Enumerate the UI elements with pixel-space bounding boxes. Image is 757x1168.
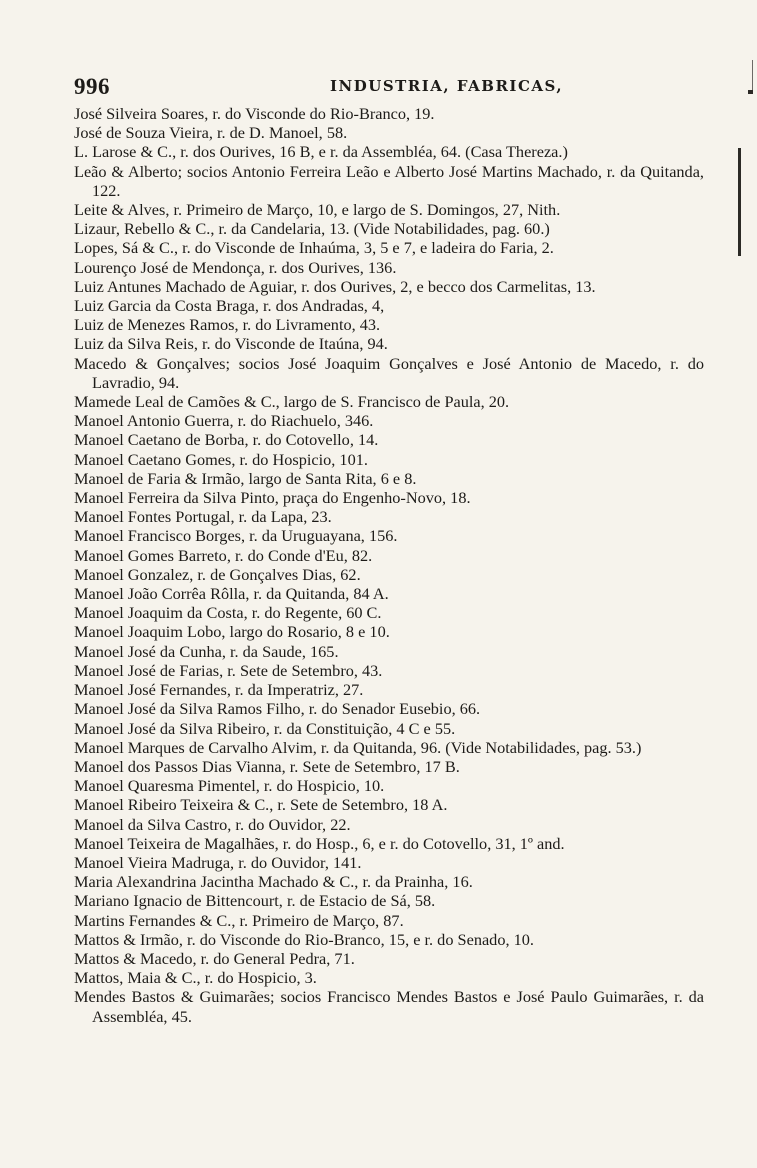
- list-item: Manoel Fontes Portugal, r. da Lapa, 23.: [74, 507, 332, 527]
- list-item: Mariano Ignacio de Bittencourt, r. de Estacio de Sá, 58.: [74, 891, 436, 911]
- list-item: Manoel Teixeira de Magalhães, r. do Hosp., 6, e r. do Cotovello, 31, 1º and.: [74, 833, 565, 853]
- list-item: Mendes Bastos & Guimarães; socios Francisco Mendes Bastos e José Paulo Guimarães, r. da Assembléa, 45.: [74, 987, 704, 1026]
- list-item: Manoel Antonio Guerra, r. do Riachuelo, 346.: [74, 411, 374, 431]
- list-item: Manoel Joaquim Lobo, largo do Rosario, 8 e 10.: [74, 622, 390, 642]
- page-number: 996: [74, 74, 110, 99]
- list-item: Leite & Alves, r. Primeiro de Março, 10, e largo de S. Domingos, 27, Nith.: [74, 200, 561, 220]
- list-item: Manoel José de Farias, r. Sete de Setembro, 43.: [74, 660, 383, 680]
- list-item: Luiz de Menezes Ramos, r. do Livramento, 43.: [74, 315, 381, 335]
- list-item: Leão & Alberto; socios Antonio Ferreira Leão e Alberto José Martins Machado, r. da Quitanda, 122.: [74, 161, 704, 200]
- list-item: Manoel Caetano Gomes, r. do Hospicio, 101.: [74, 449, 368, 469]
- list-item: Luiz da Silva Reis, r. do Visconde de Itaúna, 94.: [74, 334, 388, 354]
- list-item: Mamede Leal de Camões & C., largo de S. Francisco de Paula, 20.: [74, 392, 510, 412]
- list-item: Luiz Antunes Machado de Aguiar, r. dos Ourives, 2, e becco dos Carmelitas, 13.: [74, 276, 596, 296]
- list-item: Lourenço José de Mendonça, r. dos Ourives, 136.: [74, 257, 397, 277]
- list-item: L. Larose & C., r. dos Ourives, 16 B, e r. da Assembléa, 64. (Casa Thereza.): [74, 142, 568, 162]
- list-item: Lopes, Sá & C., r. do Visconde de Inhaúma, 3, 5 e 7, e ladeira do Faria, 2.: [74, 238, 554, 258]
- list-item: Manoel Ferreira da Silva Pinto, praça do Engenho-Novo, 18.: [74, 488, 471, 508]
- list-item: Manoel dos Passos Dias Vianna, r. Sete de Setembro, 17 B.: [74, 756, 460, 776]
- list-item: Manoel Joaquim da Costa, r. do Regente, 60 C.: [74, 603, 382, 623]
- page-header: [74, 74, 702, 100]
- list-item: Manoel Gomes Barreto, r. do Conde d'Eu, 82.: [74, 545, 373, 565]
- list-item: Manoel José da Silva Ramos Filho, r. do Senador Eusebio, 66.: [74, 699, 481, 719]
- list-item: Manoel José da Cunha, r. da Saude, 165.: [74, 641, 339, 661]
- list-item: Maria Alexandrina Jacintha Machado & C., r. da Prainha, 16.: [74, 872, 473, 892]
- list-item: Manoel Francisco Borges, r. da Uruguayana, 156.: [74, 526, 398, 546]
- list-item: Mattos & Irmão, r. do Visconde do Rio-Branco, 15, e r. do Senado, 10.: [74, 929, 534, 949]
- margin-rule: [738, 148, 741, 256]
- list-item: Manoel João Corrêa Rôlla, r. da Quitanda, 84 A.: [74, 584, 389, 604]
- list-item: Mattos, Maia & C., r. do Hospicio, 3.: [74, 968, 317, 988]
- list-item: Mattos & Macedo, r. do General Pedra, 71.: [74, 948, 355, 968]
- list-item: Luiz Garcia da Costa Braga, r. dos Andradas, 4,: [74, 296, 385, 316]
- list-item: Manoel José Fernandes, r. da Imperatriz, 27.: [74, 680, 364, 700]
- list-item: Manoel Gonzalez, r. de Gonçalves Dias, 62.: [74, 564, 361, 584]
- list-item: Manoel Ribeiro Teixeira & C., r. Sete de Setembro, 18 A.: [74, 795, 448, 815]
- list-item: Macedo & Gonçalves; socios José Joaquim Gonçalves e José Antonio de Macedo, r. do Lavradio, 94.: [74, 353, 704, 392]
- list-item: Manoel José da Silva Ribeiro, r. da Constituição, 4 C e 55.: [74, 718, 456, 738]
- entry-list: [74, 104, 704, 1026]
- margin-tick: [748, 90, 753, 94]
- list-item: José Silveira Soares, r. do Visconde do Rio-Branco, 19.: [74, 104, 435, 123]
- list-item: Martins Fernandes & C., r. Primeiro de Março, 87.: [74, 910, 404, 930]
- list-item: Manoel de Faria & Irmão, largo de Santa Rita, 6 e 8.: [74, 468, 417, 488]
- list-item: Manoel Vieira Madruga, r. do Ouvidor, 141.: [74, 852, 362, 872]
- running-title: INDUSTRIA, FABRICAS,: [330, 77, 564, 95]
- list-item: Manoel Quaresma Pimentel, r. do Hospicio, 10.: [74, 776, 385, 796]
- margin-line: [752, 60, 753, 90]
- list-item: José de Souza Vieira, r. de D. Manoel, 58.: [74, 123, 348, 143]
- list-item: Manoel Marques de Carvalho Alvim, r. da Quitanda, 96. (Vide Notabilidades, pag. 53.): [74, 737, 642, 757]
- list-item: Manoel Caetano de Borba, r. do Cotovello, 14.: [74, 430, 379, 450]
- list-item: Manoel da Silva Castro, r. do Ouvidor, 22.: [74, 814, 351, 834]
- list-item: Lizaur, Rebello & C., r. da Candelaria, 13. (Vide Notabilidades, pag. 60.): [74, 219, 550, 239]
